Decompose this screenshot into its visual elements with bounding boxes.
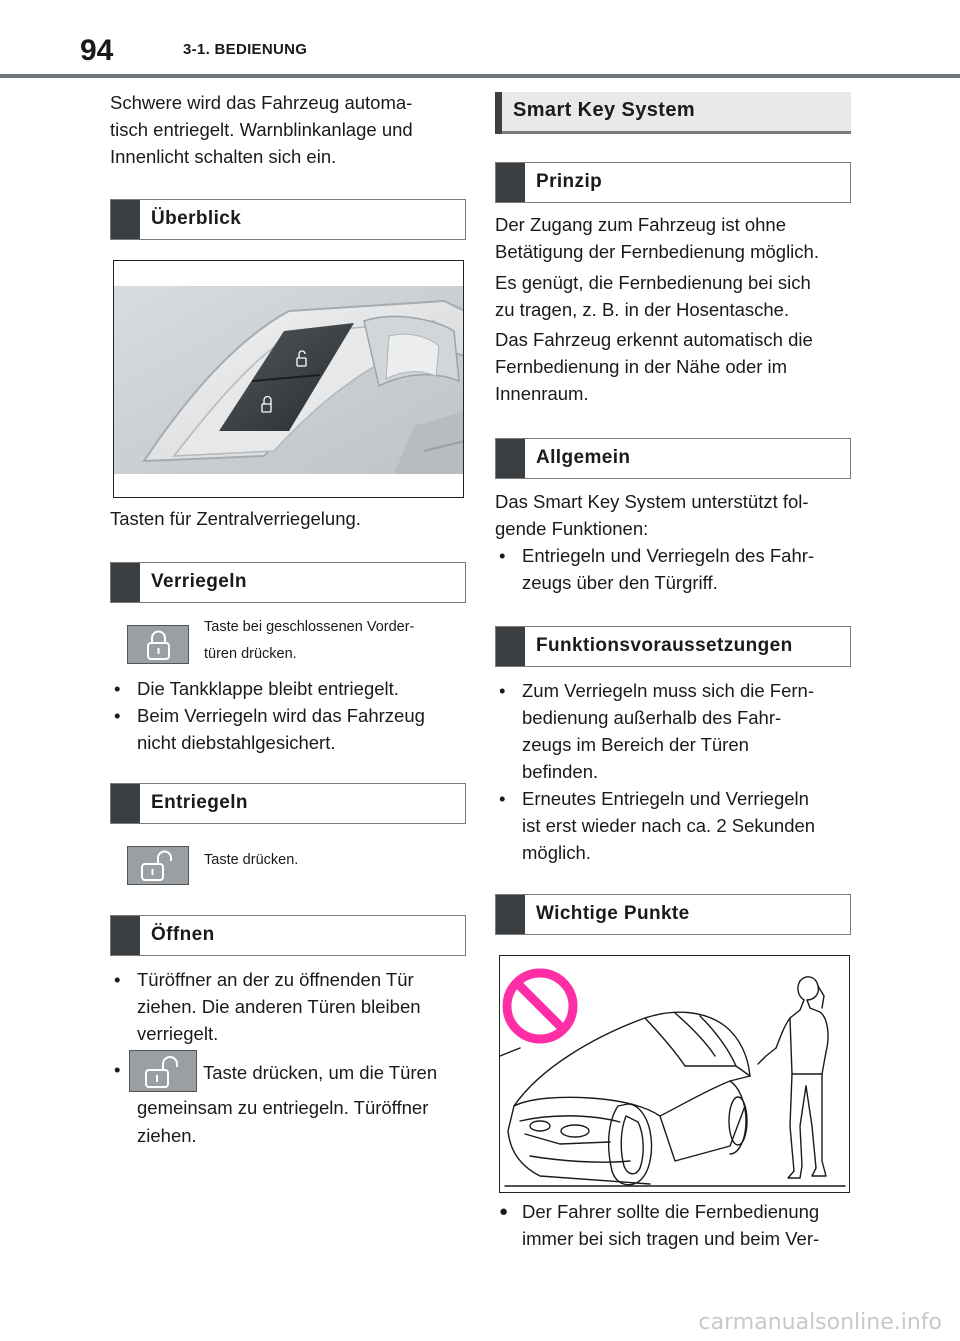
heading-important	[495, 894, 851, 935]
list-item: • Entriegeln und Verriegeln des Fahr- zeugs über den Türgriff.	[499, 545, 815, 593]
heading-label: Allgemein	[536, 447, 631, 468]
open-bullet2-inline: Taste drücken, um die Türen	[203, 1062, 438, 1083]
heading-principle	[495, 162, 851, 203]
heading-tab	[496, 439, 525, 478]
watermark: carmanualsonline.info	[698, 1310, 942, 1335]
open-bullets	[110, 966, 466, 1047]
heading-smart-key-system	[495, 92, 851, 134]
heading-tab	[111, 200, 140, 239]
heading-label: Wichtige Punkte	[536, 903, 690, 924]
intro-line: tisch entriegelt. Warnblinkanlage und	[110, 119, 413, 140]
heading-tab	[495, 92, 502, 134]
bullet-mark: •	[114, 1059, 121, 1080]
car-warning-figure	[499, 955, 850, 1193]
heading-tab	[111, 563, 140, 602]
heading-label: Überblick	[151, 208, 242, 229]
lock-key-button	[127, 625, 189, 664]
heading-label: Smart Key System	[513, 99, 696, 121]
header-rule	[0, 74, 960, 78]
general-bullets	[495, 542, 851, 596]
principle-paragraph-3: Das Fahrzeug erkennt automatisch die Fernbedienung in der Nähe oder im Innenraum.	[495, 329, 813, 404]
heading-overview	[110, 199, 466, 240]
heading-open	[110, 915, 466, 956]
heading-label: Funktionsvoraussetzungen	[536, 635, 793, 656]
heading-general	[495, 438, 851, 479]
intro-paragraph	[110, 89, 466, 170]
principle-paragraph-1: Der Zugang zum Fahrzeug ist ohne Betätigung der Fernbedienung möglich.	[495, 214, 819, 262]
list-item: • Türöffner an der zu öffnenden Tür ziehen. Die anderen Türen bleiben verriegelt.	[114, 969, 421, 1044]
lock-button-line: Taste bei geschlossenen Vorder-	[204, 619, 415, 635]
heading-label: Entriegeln	[151, 792, 248, 813]
heading-tab	[111, 916, 140, 955]
heading-label: Öffnen	[151, 924, 215, 945]
principle-paragraph-2: Es genügt, die Fernbedienung bei sich zu tragen, z. B. in der Hosentasche.	[495, 272, 811, 320]
list-item: • Erneutes Entriegeln und Verriegeln ist erst wieder nach ca. 2 Sekunden möglich.	[499, 788, 816, 863]
important-bullets	[495, 1198, 851, 1252]
heading-tab	[496, 163, 525, 202]
car-and-driver-illustration	[500, 956, 850, 1193]
door-handle-figure	[113, 260, 464, 498]
heading-tab	[496, 627, 525, 666]
padlock-open-icon	[128, 847, 190, 886]
unlock-button-text: Taste drücken.	[204, 852, 299, 868]
unlock-key-button-inline	[129, 1050, 197, 1092]
heading-unlock	[110, 783, 466, 824]
list-item: • Beim Verriegeln wird das Fahrzeug nicht diebstahlgesichert.	[114, 705, 425, 753]
open-bullet2-rest: gemeinsam zu entriegeln. Türöffner ziehen.	[137, 1097, 429, 1146]
heading-tab	[111, 784, 140, 823]
intro-line: Innenlicht schalten sich ein.	[110, 146, 337, 167]
list-item: • Zum Verriegeln muss sich die Fern- bedienung außerhalb des Fahr- zeugs im Bereich der Türen befinden.	[499, 680, 814, 782]
heading-tab	[496, 895, 525, 934]
lock-bullets	[110, 675, 466, 756]
list-item: • Die Tankklappe bleibt entriegelt.	[114, 678, 399, 699]
intro-line: Schwere wird das Fahrzeug automa-	[110, 92, 413, 113]
heading-label: Verriegeln	[151, 571, 247, 592]
general-intro: Das Smart Key System unterstützt fol- gende Funktionen:	[495, 491, 809, 539]
figure-caption: Tasten für Zentralverriegelung.	[110, 508, 361, 529]
prohibition-sign-icon	[507, 973, 573, 1039]
unlock-key-button	[127, 846, 189, 885]
lock-button-line: türen drücken.	[204, 646, 297, 662]
padlock-closed-icon	[128, 626, 190, 665]
heading-label: Prinzip	[536, 171, 603, 192]
heading-lock	[110, 562, 466, 603]
door-handle-illustration	[114, 261, 464, 498]
chapter-title: 3-1. BEDIENUNG	[183, 41, 308, 58]
padlock-open-icon	[130, 1051, 198, 1093]
lock-button-text	[204, 614, 466, 668]
heading-requirements	[495, 626, 851, 667]
requirements-bullets	[495, 677, 851, 866]
page-number: 94	[80, 34, 114, 67]
list-item: ● Der Fahrer sollte die Fernbedienung immer bei sich tragen und beim Ver-	[499, 1201, 820, 1249]
